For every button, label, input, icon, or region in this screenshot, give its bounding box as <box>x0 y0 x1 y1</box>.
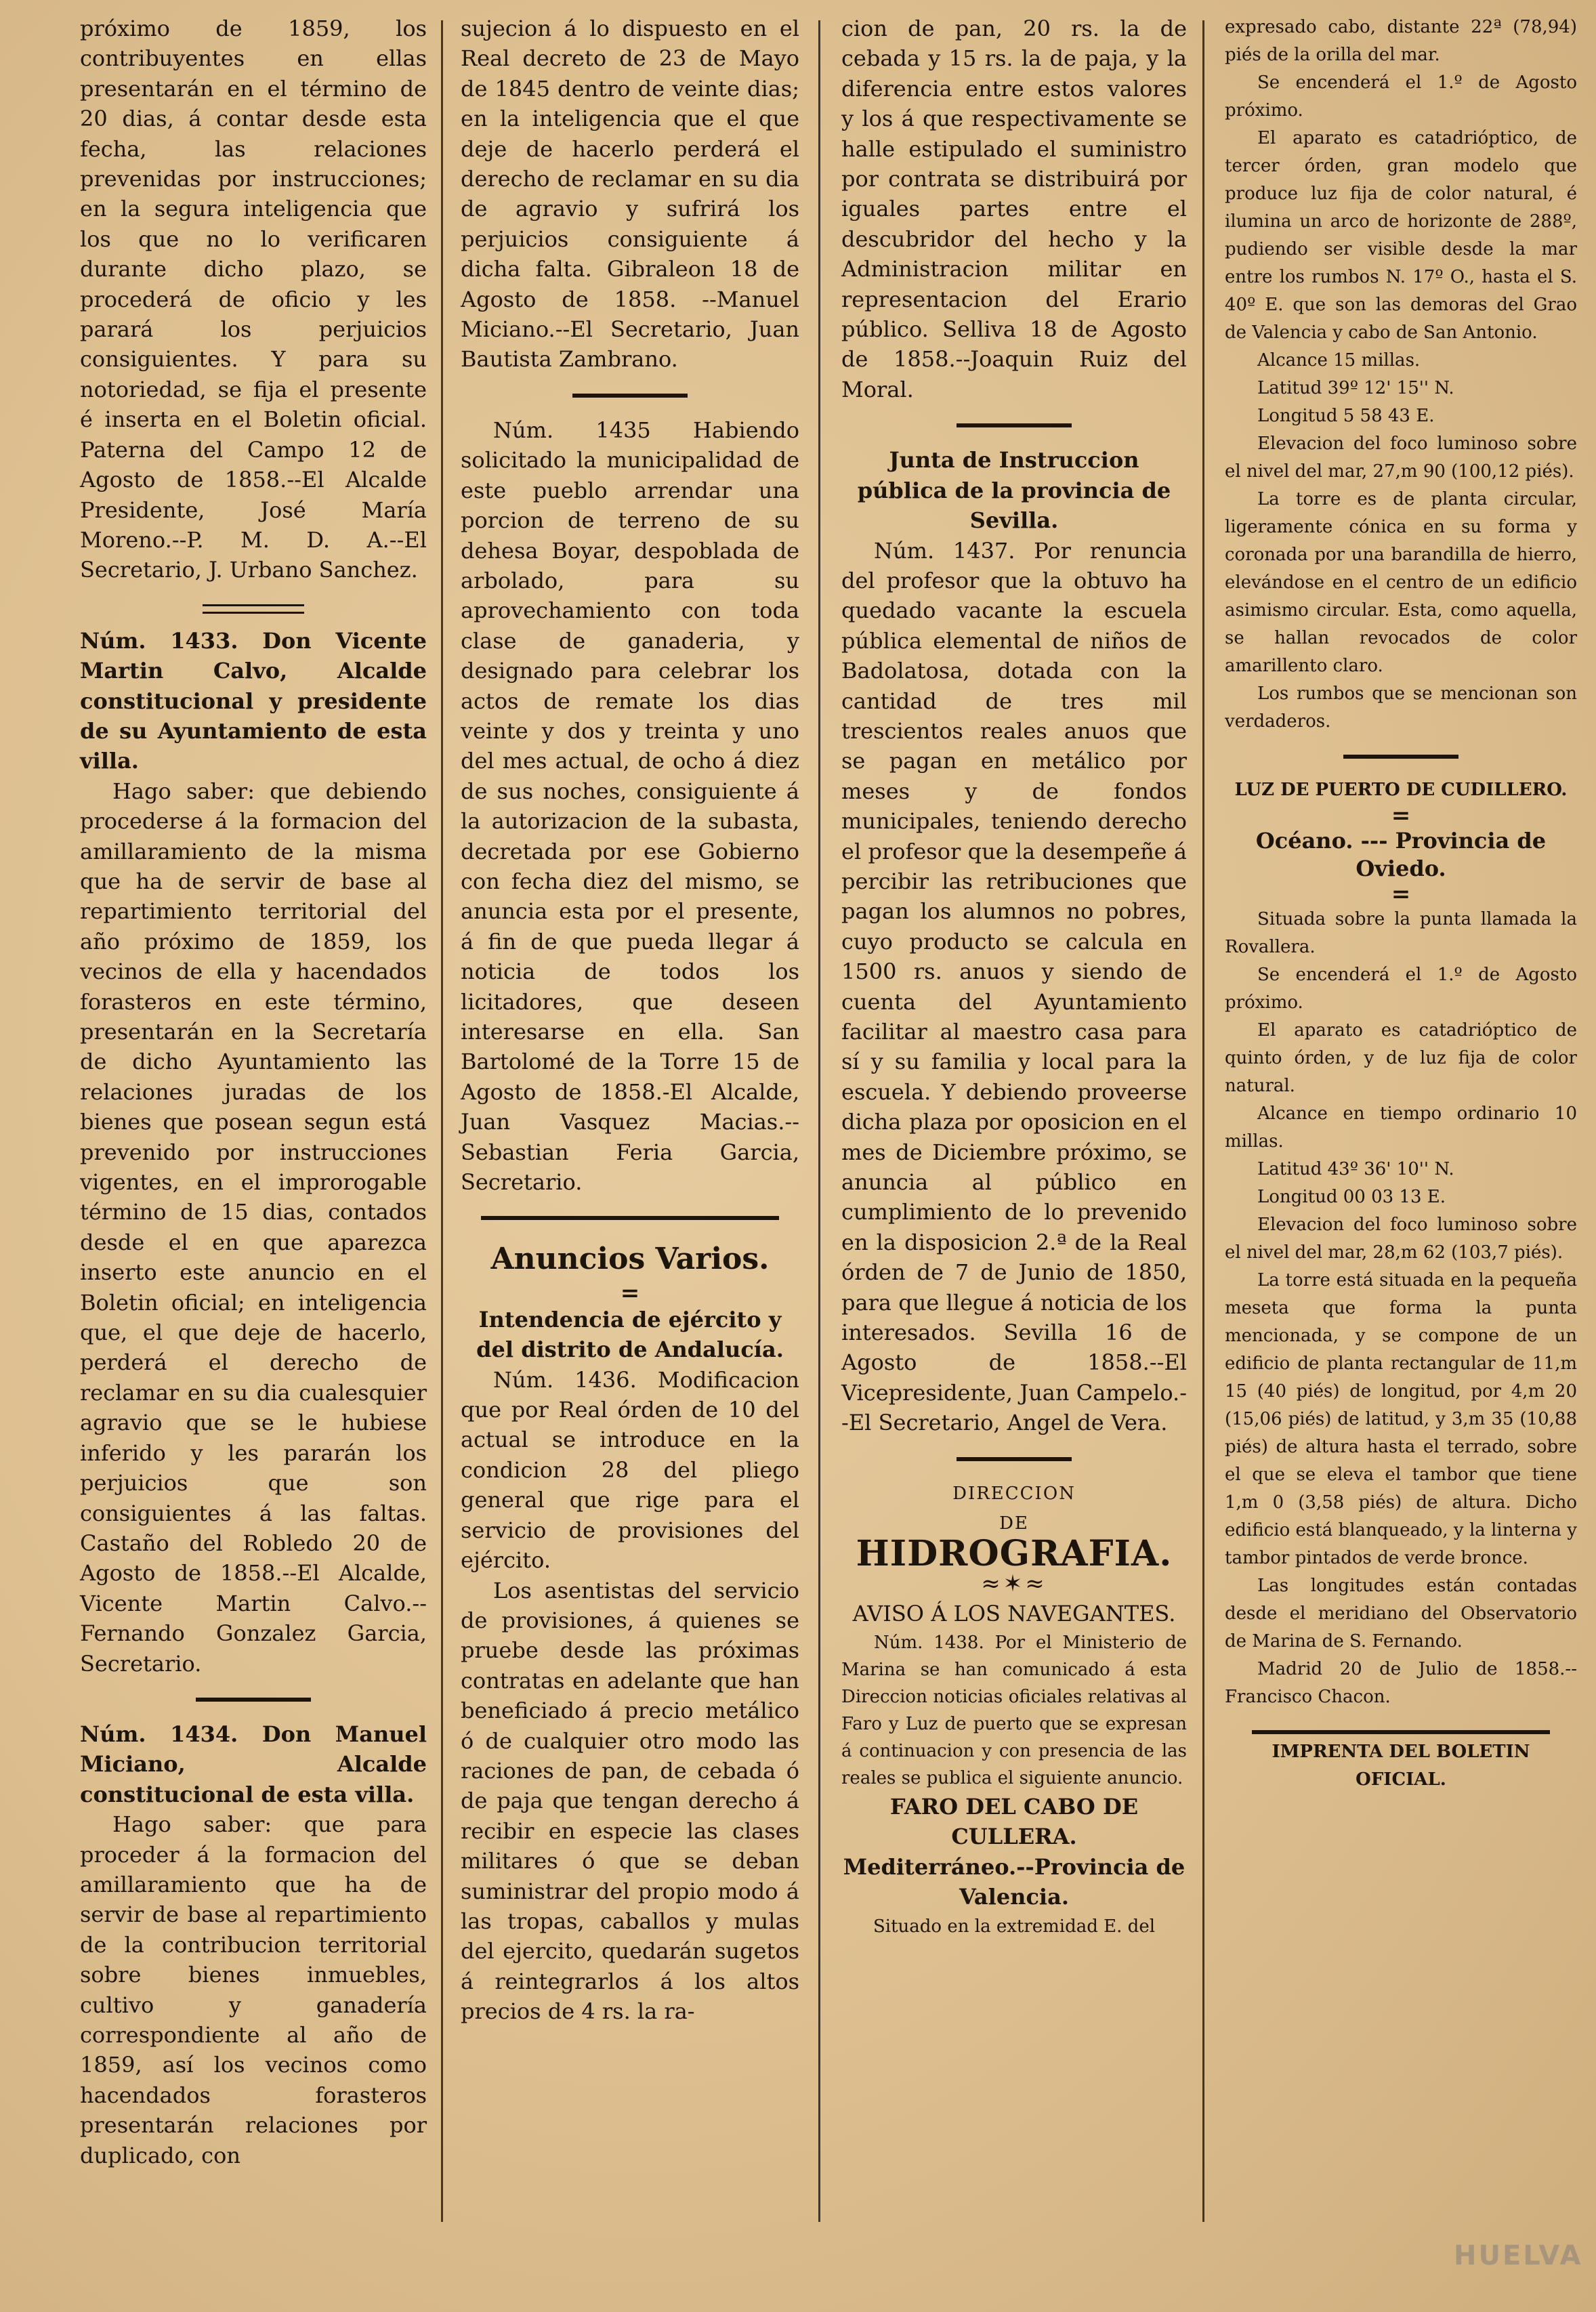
paragraph: La torre es de planta circular, ligeramente cónica en su forma y coronada por una barandilla de hierro, elevándose en el centro de un edificio asimismo circular. Esta, como aquella, se hallan revocados de color amarillento claro. <box>1225 489 1577 676</box>
separator <box>841 404 1187 445</box>
column-rule <box>1202 20 1204 2222</box>
paragraph: Longitud 5 58 43 E. <box>1257 406 1435 426</box>
ornament: = <box>620 1279 640 1307</box>
separator <box>1225 736 1577 776</box>
subheading: Mediterráneo.--Provincia de Valencia. <box>843 1853 1185 1910</box>
archive-watermark: HUELVA <box>1454 2240 1583 2271</box>
paragraph: Las longitudes están contadas desde el meridiano del Observatorio de Marina de S. Fernando. <box>1225 1576 1577 1652</box>
column-1 <box>80 14 427 2296</box>
separator <box>80 1679 427 1719</box>
paragraph: Los asentistas del servicio de provisiones, á quienes se pruebe desde las próximas contratas en adelante que han beneficiado á precio metálico ó de cualquier otro modo las raciones de pan, de cebada ó de paja que tengan derecho á recibir en especie las clases militares ó que se deban suministrar del propio modo á las tropas, caballos y mulas del ejercito, quedarán sugetos á reintegrarlos á los altos precios de 4 rs. la ra- <box>461 1577 799 2025</box>
paragraph: expresado cabo, distante 22ª (78,94) piés de la orilla del mar. <box>1225 17 1577 65</box>
paragraph: sujecion á lo dispuesto en el Real decreto de 23 de Mayo de 1845 dentro de veinte dias; en la inteligencia que el que deje de hacerlo perderá el derecho de reclamar en su dia de agravio y sufrirá los perjuicios consiguiente á dicha falta. Gibraleon 18 de Agosto de 1858. --Manuel Miciano.--El Secretario, Juan Bautista Zambrano. <box>461 16 799 373</box>
paragraph: Longitud 00 03 13 E. <box>1257 1187 1446 1207</box>
paragraph: Elevacion del foco luminoso sobre el nivel del mar, 28,m 62 (103,7 piés). <box>1225 1215 1577 1263</box>
paragraph: Se encenderá el 1.º de Agosto próximo. <box>1225 72 1577 121</box>
ornament: = <box>1391 881 1411 908</box>
column-rule <box>441 20 443 2222</box>
column-4 <box>1225 14 1583 2296</box>
section-kicker: DIRECCION <box>952 1483 1076 1504</box>
paragraph: Se encenderá el 1.º de Agosto próximo. <box>1225 965 1577 1013</box>
column-3 <box>841 14 1187 2296</box>
ornament: = <box>1391 802 1411 829</box>
imprint: IMPRENTA DEL BOLETIN OFICIAL. <box>1272 1742 1530 1790</box>
notice-heading: Núm. 1434. Don Manuel Miciano, Alcalde constitucional de esta villa. <box>80 1721 427 1807</box>
subheading: LUZ DE PUERTO DE CUDILLERO. <box>1234 780 1568 800</box>
separator <box>461 1197 799 1238</box>
paragraph: Núm. 1436. Modificacion que por Real órden de 10 del actual se introduce en la condicion 28 del pliego general que rige para el servicio de provisiones del ejército. <box>461 1366 799 1574</box>
paragraph: Latitud 39º 12' 15'' N. <box>1257 378 1454 398</box>
paragraph: Madrid 20 de Julio de 1858.--Francisco Chacon. <box>1225 1659 1577 1707</box>
paragraph: Núm. 1438. Por el Ministerio de Marina se han comunicado á esta Direccion noticias oficiales relativas al Faro y Luz de puerto que se expresan á continuacion y con presencia de las reales se publica el siguiente anuncio. <box>841 1632 1187 1788</box>
separator <box>80 585 427 626</box>
paragraph: próximo de 1859, los contribuyentes en ellas presentarán en el término de 20 dias, á contar desde esta fecha, las relaciones prevenidas por instrucciones; en la segura inteligencia que los que no lo verificaren durante dicho plazo, se procederá de oficio y les parará los perjuicios consiguientes. Y para su notoriedad, se fija el presente é inserta en el Boletin oficial. Paterna del Campo 12 de Agosto de 1858.--El Alcalde Presidente, José María Moreno.--P. M. D. A.--El Secretario, J. Urbano Sanchez. <box>80 16 427 583</box>
subheading: FARO DEL CABO DE CULLERA. <box>889 1793 1139 1850</box>
paragraph: La torre está situada en la pequeña meseta que forma la punta mencionada, y se compone de un edificio de planta rectangular de 11,m 15 (40 piés) de longitud, por 4,m 20 (15,06 piés) de latitud, y 3,m 35 (10,88 piés) de altura hasta el terrado, sobre el que se eleva el tambor que tiene 1,m 0 (3,58 piés) de altura. Dicho edificio está blanqueado, y la linterna y tambor pintados de verde bronce. <box>1225 1270 1577 1568</box>
paragraph: El aparato es catadrióptico de quinto órden, y de luz fija de color natural. <box>1225 1020 1577 1096</box>
section-subtitle: Junta de Instruccion pública de la provincia de Sevilla. <box>857 447 1171 534</box>
column-2 <box>461 14 799 2296</box>
section-subtitle: AVISO Á LOS NAVEGANTES. <box>852 1601 1176 1627</box>
paragraph: Núm. 1435 Habiendo solicitado la municipalidad de este pueblo arrendar una porcion de terreno de su dehesa Boyar, despoblada de arbolado, para su aprovechamiento con toda clase de ganaderia, y designado para celebrar los actos de remate los dias veinte y dos y treinta y uno del mes actual, de ocho á diez de sus noches, consiguiente á la autorizacion de la subasta, decretada por ese Gobierno con fecha diez del mismo, se anuncia esta por el presente, á fin de que pueda llegar á noticia de todos los licitadores, que deseen interesarse en ella. San Bartolomé de la Torre 15 de Agosto de 1858.-El Alcalde, Juan Vasquez Macias.--Sebastian Feria Garcia, Secretario. <box>461 417 799 1196</box>
paragraph: Situada sobre la punta llamada la Rovallera. <box>1225 909 1577 957</box>
separator <box>841 1438 1187 1479</box>
paragraph: Hago saber: que debiendo procederse á la formacion del amillaramiento de la misma que ha de servir de base al repartimiento territorial del año próximo de 1859, los vecinos de ella y hacendados forasteros en este término, presentarán en la Secretaría de dicho Ayuntamiento las relaciones juradas de los bienes que posean segun está prevenido por instrucciones vigentes, en el improrogable término de 15 dias, contados desde el en que aparezca inserto este anuncio en el Boletin oficial; en inteligencia que, el que deje de hacerlo, perderá el derecho de reclamar en su dia cualesquier agravio que se le hubiese inferido y les pararán los perjuicios que son consiguientes á las faltas. Castaño del Robledo 20 de Agosto de 1858.--El Alcalde, Vicente Martin Calvo.--Fernando Gonzalez Garcia, Secretario. <box>80 778 427 1677</box>
paragraph: cion de pan, 20 rs. la de cebada y 15 rs. la de paja, y la diferencia entre estos valores y los á que respectivamente se halle estipulado el suministro por contrata se distribuirá por iguales partes entre el descubridor del hecho y la Administracion militar en representacion del Erario público. Selliva 18 de Agosto de 1858.--Joaquin Ruiz del Moral. <box>841 16 1187 402</box>
paragraph: Los rumbos que se mencionan son verdaderos. <box>1225 684 1577 732</box>
separator <box>1225 1711 1577 1738</box>
paragraph: Elevacion del foco luminoso sobre el nivel del mar, 27,m 90 (100,12 piés). <box>1225 434 1577 482</box>
section-subtitle: Intendencia de ejército y del distrito de Andalucía. <box>476 1306 784 1363</box>
paragraph: Hago saber: que para proceder á la formacion del amillaramiento que ha de servir de base al repartimiento de la contribucion territorial sobre bienes inmuebles, cultivo y ganadería correspondiente al año de 1859, así los vecinos como hacendados forasteros presentarán relaciones por duplicado, con <box>80 1811 427 2168</box>
ornament: ≈✶≈ <box>981 1570 1047 1597</box>
section-title: Anuncios Varios. <box>490 1242 770 1277</box>
paragraph: Alcance 15 millas. <box>1257 350 1421 371</box>
separator <box>461 375 799 415</box>
subheading: Océano. --- Provincia de Oviedo. <box>1255 828 1547 881</box>
paragraph: Latitud 43º 36' 10'' N. <box>1257 1159 1454 1179</box>
section-title: HIDROGRAFIA. <box>856 1532 1173 1574</box>
paragraph: Núm. 1437. Por renuncia del profesor que la obtuvo ha quedado vacante la escuela pública elemental de niños de Badolatosa, dotada con la cantidad de tres mil trescientos reales anuos que se pagan en metálico por meses y de fondos municipales, teniendo derecho el profesor que la desempeñe á percibir las retribuciones que pagan los alumnos no pobres, cuyo producto se calcula en 1500 rs. anuos y siendo de cuenta del Ayuntamiento facilitar al maestro casa para sí y su familia y local para la escuela. Y debiendo proveerse dicha plaza por oposicion en el mes de Diciembre próximo, se anuncia al público en cumplimiento de lo prevenido en la disposicion 2.ª de la Real órden de 7 de Junio de 1850, para que llegue á noticia de los interesados. Sevilla 16 de Agosto de 1858.--El Vicepresidente, Juan Campelo.--El Secretario, Angel de Vera. <box>841 537 1187 1436</box>
notice-heading: Núm. 1433. Don Vicente Martin Calvo, Alcalde constitucional y presidente de su Ayuntamiento de esta villa. <box>80 627 427 774</box>
paragraph: Alcance en tiempo ordinario 10 millas. <box>1225 1104 1577 1152</box>
column-rule <box>818 20 820 2222</box>
section-kicker: DE <box>999 1513 1029 1534</box>
paragraph: Situado en la extremidad E. del <box>873 1916 1156 1937</box>
paragraph: El aparato es catadrióptico, de tercer órden, gran modelo que produce luz fija de color natural, é ilumina un arco de horizonte de 288º, pudiendo ser visible desde la mar entre los rumbos N. 17º O., hasta el S. 40º E. que son las demoras del Grao de Valencia y cabo de San Antonio. <box>1225 128 1577 343</box>
